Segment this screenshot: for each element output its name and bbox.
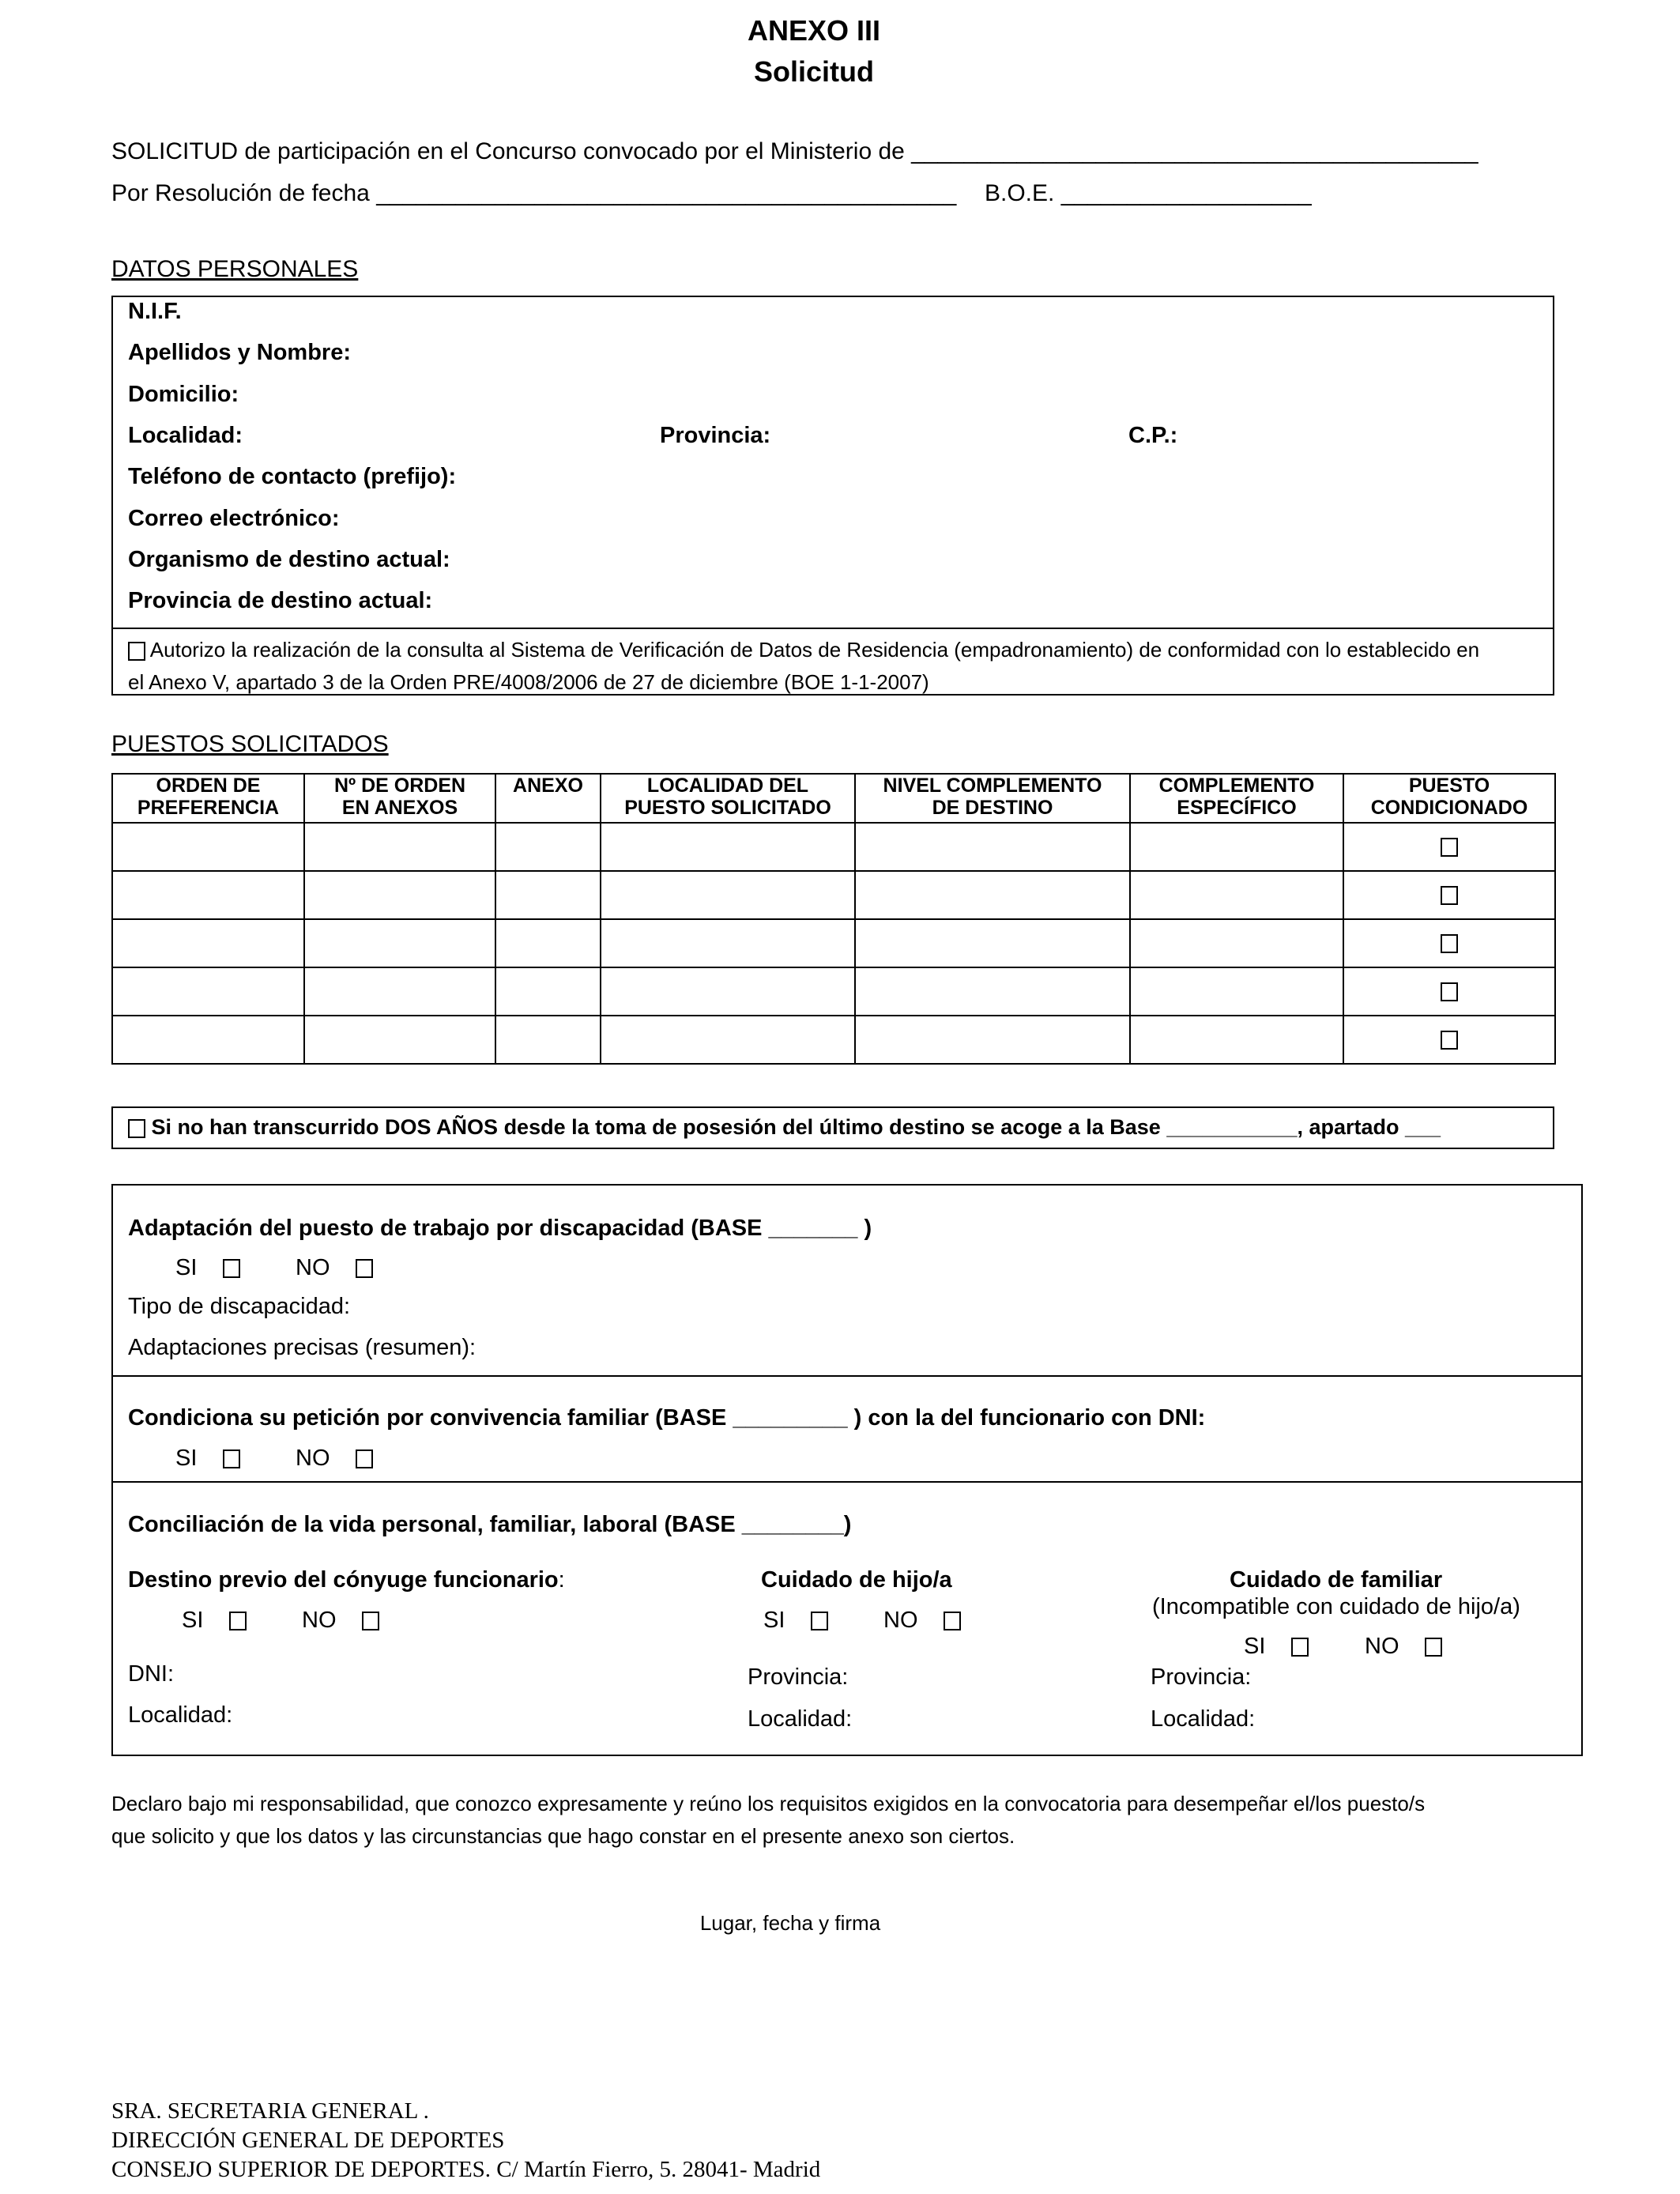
table-cell[interactable] — [1130, 967, 1343, 1016]
table-cell[interactable] — [1130, 823, 1343, 871]
telefono-label: Teléfono de contacto (prefijo): — [128, 464, 457, 489]
table-cell — [1343, 919, 1555, 967]
autorizo-line2: el Anexo V, apartado 3 de la Orden PRE/4008/2006 de 27 de diciembre (BOE 1-1-2007) — [128, 670, 929, 694]
table-cell[interactable] — [304, 1016, 495, 1064]
hijo-si-option — [763, 1608, 828, 1634]
conciliacion-title: Conciliación de la vida personal, familiar, laboral (BASE ________) — [128, 1512, 852, 1537]
col-complemento-especifico: COMPLEMENTO ESPECÍFICO — [1130, 774, 1343, 823]
table-cell[interactable] — [112, 871, 304, 919]
nif-label: N.I.F. — [128, 299, 182, 324]
col-localidad: LOCALIDAD DEL PUESTO SOLICITADO — [601, 774, 855, 823]
organismo-label: Organismo de destino actual: — [128, 547, 450, 572]
divider — [111, 1375, 1583, 1377]
table-cell[interactable] — [855, 823, 1130, 871]
si-label: SI — [175, 1446, 198, 1471]
table-row — [112, 871, 1555, 919]
firma-label: Lugar, fecha y firma — [699, 1911, 881, 1935]
table-cell[interactable] — [304, 871, 495, 919]
footer-line2: DIRECCIÓN GENERAL DE DEPORTES — [111, 2128, 505, 2153]
hijo-si-checkbox[interactable] — [811, 1612, 828, 1630]
divider — [111, 1481, 1583, 1483]
familiar-localidad-label: Localidad: — [1151, 1706, 1256, 1732]
hijo-no-checkbox[interactable] — [944, 1612, 961, 1630]
table-cell[interactable] — [855, 919, 1130, 967]
si-label: SI — [182, 1608, 204, 1633]
col-puesto-condicionado: PUESTO CONDICIONADO — [1343, 774, 1555, 823]
adaptacion-no-checkbox[interactable] — [356, 1259, 373, 1278]
footer-line3: CONSEJO SUPERIOR DE DEPORTES. C/ Martín Fierro, 5. 28041- Madrid — [111, 2157, 821, 2182]
table-row — [112, 967, 1555, 1016]
conyuge-si-option — [182, 1608, 247, 1634]
no-label: NO — [296, 1255, 330, 1280]
table-cell[interactable] — [495, 823, 601, 871]
condiciona-title: Condiciona su petición por convivencia familiar (BASE _________ ) con la del funcionario con DNI: — [128, 1405, 1206, 1431]
intro-ministerio-line: SOLICITUD de participación en el Concurso convocado por el Ministerio de ___________________________________________ — [111, 138, 1478, 164]
table-cell[interactable] — [304, 823, 495, 871]
declaracion-line2: que solicito y que los datos y las circunstancias que hago constar en el presente anexo son ciertos. — [111, 1824, 1015, 1848]
intro-resolucion-line: Por Resolución de fecha ____________________________________________ — [111, 180, 957, 206]
familiar-subtitle: (Incompatible con cuidado de hijo/a) — [1152, 1594, 1520, 1619]
datos-personales-heading: DATOS PERSONALES — [111, 256, 359, 282]
condicionado-checkbox[interactable] — [1441, 982, 1458, 1001]
domicilio-label: Domicilio: — [128, 382, 239, 407]
hijo-no-option — [883, 1608, 961, 1634]
dos-anos-text: Si no han transcurrido DOS AÑOS desde la toma de posesión del último destino se acoge a la Base ___________, apartado ___ — [151, 1115, 1441, 1139]
hijo-title: Cuidado de hijo/a — [761, 1567, 952, 1593]
localidad-label: Localidad: — [128, 423, 243, 448]
divider — [111, 628, 1554, 629]
autorizo-text: Autorizo la realización de la consulta al Sistema de Verificación de Datos de Residencia (empadronamiento) de conformidad con lo establecido en — [149, 638, 1480, 662]
adaptacion-si-option — [175, 1255, 240, 1281]
familiar-no-option — [1365, 1634, 1442, 1660]
puestos-table — [111, 773, 1556, 1065]
conyuge-no-option — [302, 1608, 379, 1634]
table-cell[interactable] — [304, 967, 495, 1016]
condiciona-si-checkbox[interactable] — [223, 1449, 240, 1468]
familiar-no-checkbox[interactable] — [1425, 1638, 1442, 1657]
table-header-row — [112, 774, 1555, 823]
table-cell[interactable] — [112, 1016, 304, 1064]
table-cell — [1343, 823, 1555, 871]
conyuge-no-checkbox[interactable] — [362, 1612, 379, 1630]
tipo-discapacidad-label: Tipo de discapacidad: — [128, 1294, 351, 1319]
apellidos-label: Apellidos y Nombre: — [128, 340, 351, 365]
si-label: SI — [1244, 1634, 1266, 1659]
puestos-heading: PUESTOS SOLICITADOS — [111, 731, 389, 757]
si-label: SI — [175, 1255, 198, 1280]
table-cell[interactable] — [112, 919, 304, 967]
table-cell — [1343, 967, 1555, 1016]
table-cell[interactable] — [855, 967, 1130, 1016]
table-cell — [1343, 1016, 1555, 1064]
dos-anos-checkbox[interactable] — [128, 1119, 145, 1138]
conyuge-title: Destino previo del cónyuge funcionario: — [128, 1567, 565, 1593]
condicionado-checkbox[interactable] — [1441, 934, 1458, 953]
hijo-localidad-label: Localidad: — [748, 1706, 853, 1732]
provincia-label: Provincia: — [660, 423, 771, 448]
footer-line1: SRA. SECRETARIA GENERAL . — [111, 2098, 429, 2124]
table-cell[interactable] — [112, 967, 304, 1016]
table-cell[interactable] — [601, 967, 855, 1016]
adaptaciones-label: Adaptaciones precisas (resumen): — [128, 1335, 477, 1360]
declaracion-line1: Declaro bajo mi responsabilidad, que conozco expresamente y reúno los requisitos exigidos en la convocatoria para desempeñar el/los puesto/s — [111, 1792, 1426, 1815]
adaptacion-title: Adaptación del puesto de trabajo por discapacidad (BASE _______ ) — [128, 1216, 872, 1241]
no-label: NO — [1365, 1634, 1399, 1659]
adaptacion-no-option — [296, 1255, 373, 1281]
condicionado-checkbox[interactable] — [1441, 1031, 1458, 1050]
table-cell[interactable] — [495, 919, 601, 967]
familiar-provincia-label: Provincia: — [1151, 1664, 1252, 1690]
col-orden-preferencia: ORDEN DE PREFERENCIA — [112, 774, 304, 823]
table-cell[interactable] — [601, 823, 855, 871]
table-cell — [1343, 871, 1555, 919]
table-cell[interactable] — [112, 823, 304, 871]
table-row — [112, 1016, 1555, 1064]
col-numero-orden: Nº DE ORDEN EN ANEXOS — [304, 774, 495, 823]
condicionado-checkbox[interactable] — [1441, 886, 1458, 905]
table-cell[interactable] — [495, 967, 601, 1016]
table-cell[interactable] — [1130, 871, 1343, 919]
familiar-si-option — [1244, 1634, 1309, 1660]
autorizo-checkbox[interactable] — [128, 642, 145, 661]
table-cell[interactable] — [601, 1016, 855, 1064]
table-cell[interactable] — [1130, 1016, 1343, 1064]
col-nivel-complemento: NIVEL COMPLEMENTO DE DESTINO — [855, 774, 1130, 823]
condiciona-si-option — [175, 1446, 240, 1472]
table-row — [112, 919, 1555, 967]
no-label: NO — [883, 1608, 918, 1633]
table-cell[interactable] — [1130, 919, 1343, 967]
familiar-si-checkbox[interactable] — [1291, 1638, 1309, 1657]
dos-anos-line — [128, 1115, 1441, 1140]
page-subtitle: Solicitud — [754, 55, 874, 88]
table-cell[interactable] — [855, 871, 1130, 919]
no-label: NO — [296, 1446, 330, 1471]
familiar-title: Cuidado de familiar — [1230, 1567, 1443, 1593]
table-cell[interactable] — [855, 1016, 1130, 1064]
table-cell[interactable] — [495, 871, 601, 919]
conyuge-localidad-label: Localidad: — [128, 1702, 233, 1728]
col-anexo: ANEXO — [495, 774, 601, 823]
intro-boe: B.O.E. ___________________ — [985, 180, 1312, 206]
table-cell[interactable] — [304, 919, 495, 967]
adaptacion-si-checkbox[interactable] — [223, 1259, 240, 1278]
condicionado-checkbox[interactable] — [1441, 838, 1458, 857]
condiciona-no-checkbox[interactable] — [356, 1449, 373, 1468]
cp-label: C.P.: — [1128, 423, 1178, 448]
table-cell[interactable] — [601, 871, 855, 919]
page-title: ANEXO III — [747, 14, 881, 47]
table-cell[interactable] — [495, 1016, 601, 1064]
si-label: SI — [763, 1608, 785, 1633]
conyuge-si-checkbox[interactable] — [229, 1612, 247, 1630]
provincia-destino-label: Provincia de destino actual: — [128, 588, 433, 613]
no-label: NO — [302, 1608, 337, 1633]
hijo-provincia-label: Provincia: — [748, 1664, 849, 1690]
autorizo-line1 — [128, 638, 1479, 662]
condiciona-no-option — [296, 1446, 373, 1472]
conyuge-dni-label: DNI: — [128, 1661, 174, 1687]
table-row — [112, 823, 1555, 871]
correo-label: Correo electrónico: — [128, 506, 340, 531]
table-cell[interactable] — [601, 919, 855, 967]
